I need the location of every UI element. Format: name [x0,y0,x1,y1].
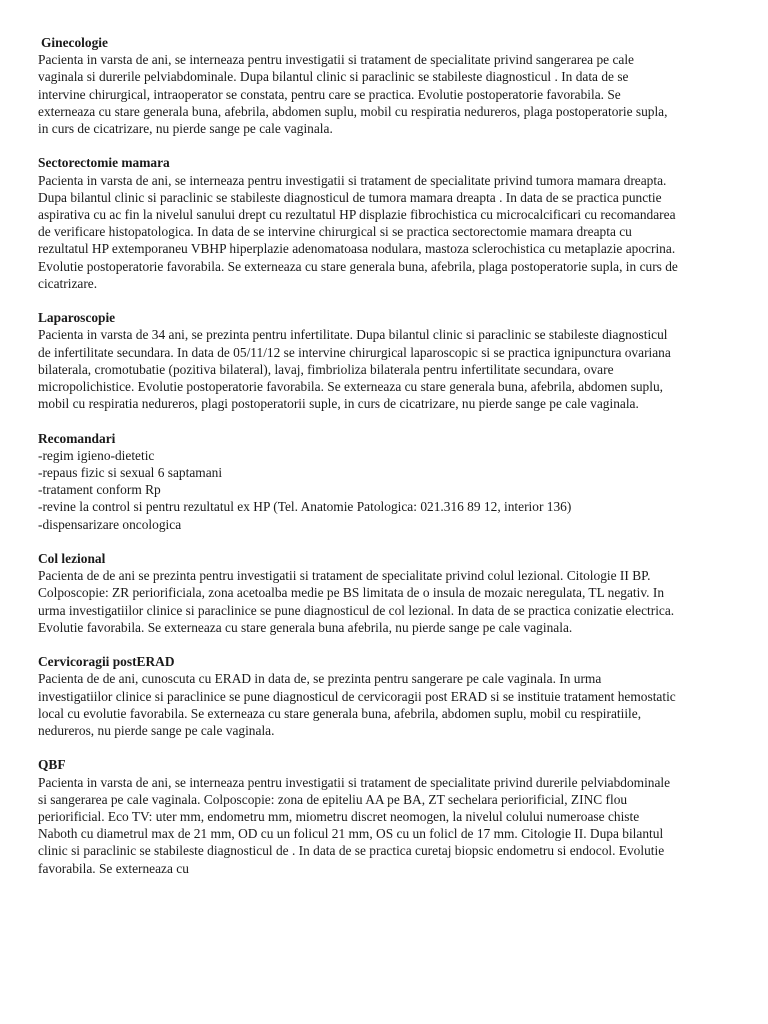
section-col-lezional [38,550,678,636]
section-heading: Sectorectomie mamara [38,155,170,171]
section-paragraph: Pacienta in varsta de 34 ani, se prezinta pentru infertilitate. Dupa bilantul clinic si paraclinic se stabileste diagnosticul de infertilitate secundara. In data de 05/11/12 se intervine chirurgical laparoscopic si se practica ignipunctura ovariana bilaterala, cromotubatie (pozitiva bilateral), lavaj, fimbrioliza bilaterala pentru infertilitate secundara, ovare micropolichistice. Evolutie postoperatorie favorabila. Se externeaza cu stare generala buna, afebrila, abdomen suplu, mobil cu respiratia nedureros, plagi postoperatorii suple, in curs de cicatrizare, nu pierde sange pe cale vaginala. [38,327,671,412]
section-heading: Laparoscopie [38,310,116,326]
section-paragraph: Pacienta in varsta de ani, se interneaza pentru investigatii si tratament de specialitate privind sangerarea pe cale vaginala si durerile pelviabdominale. Dupa bilantul clinic si paraclinic se stabileste diagnosticul . In data de se intervine chirurgical, intraoperator se constata, pentru care se practica. Evolutie postoperatorie favorabila. Se externeaza cu stare generala buna, afebrila, abdomen suplu, mobil cu respiratia nedureros, plaga postoperatorie supla, in curs de cicatrizare, nu pierde sange pe cale vaginala. [38,52,668,137]
list-item: -repaus fizic si sexual 6 saptamani [38,465,223,481]
section-qbf [38,756,678,876]
section-heading: Ginecologie [41,35,108,50]
section-ginecologie [38,34,678,137]
section-laparoscopie [38,309,678,412]
list-item: -tratament conform Rp [38,482,161,498]
section-heading: Cervicoragii postERAD [38,654,175,670]
section-heading: Col lezional [38,551,106,567]
list-item: -regim igieno-dietetic [38,447,155,463]
section-paragraph: Pacienta in varsta de ani, se interneaza pentru investigatii si tratament de specialitate privind durerile pelviabdominale si sangerarea pe cale vaginala. Colposcopie: zona de epiteliu AA pe BA, ZT sechelara periorificial, ZINC flou periorificial. Eco TV: uter mm, endometru mm, miometru discret neomogen, la nivelul colului numeroase chiste Naboth cu diametrul max de 21 mm, OD cu un folicul 21 mm, OS cu un folicl de 17 mm. Citologie II. Dupa bilantul clinic si paraclinic se stabileste diagnosticul de . In data de se practica curetaj biopsic endometru si endocol. Evolutie favorabila. Se externeaza cu [38,774,671,876]
section-paragraph: Pacienta in varsta de ani, se interneaza pentru investigatii si tratament de specialitate privind tumora mamara dreapta. Dupa bilantul clinic si paraclinic se stabileste diagnosticul de tumora mamara dreapta . In data de se practica punctie aspirativa cu ac fin la nivelul sanului drept cu rezultatul HP displazie fibrochistica cu microcalcificari cu recomandarea de verificare histopatologica. In data de se intervine chirurgical si se practica sectorectomie mamara dreapta cu rezultatul HP extemporaneu VBHP hiperplazie adenomatoasa nodulara, mastoza sclerochistica cu metaplazie apocrina. Evolutie postoperatorie favorabila. Se externeaza cu stare generala buna, afebrila, plaga postoperatorie supla, in curs de cicatrizare. [38,172,678,291]
list-item: -revine la control si pentru rezultatul ex HP (Tel. Anatomie Patologica: 021.316 89 12, interior 136) [38,499,572,515]
section-heading: QBF [38,757,66,773]
section-paragraph: Pacienta de de ani se prezinta pentru investigatii si tratament de specialitate privind colul lezional. Citologie II BP. Colposcopie: ZR periorificiala, zona acetoalba medie pe BS limitata de o insula de mozaic neregulata, TL negativ. In urma investigatiilor clinice si paraclinice se pune diagnosticul de col lezional. In data de se practica conizatie electrica. Evolutie favorabila. Se externeaza cu stare generala buna afebrila, nu pierde sange pe cale vaginala. [38,568,675,635]
list-item: -dispensarizare oncologica [38,516,182,532]
section-heading: Recomandari [38,430,116,446]
document-page [38,34,678,894]
section-cervicoragii-posterad [38,653,678,739]
section-paragraph: Pacienta de de ani, cunoscuta cu ERAD in data de, se prezinta pentru sangerare pe cale vaginala. In urma investigatiilor clinice si paraclinice se pune diagnosticul de cervicoragii post ERAD si se instituie tratament hemostatic local cu evolutie favorabila. Se externeaza cu stare generala buna, afebrila, abdomen suplu, mobil cu respiratiile, nedureros, nu pierde sange pe cale vaginala. [38,671,676,739]
section-recomandari [38,430,678,533]
section-sectorectomie-mamara [38,154,678,292]
